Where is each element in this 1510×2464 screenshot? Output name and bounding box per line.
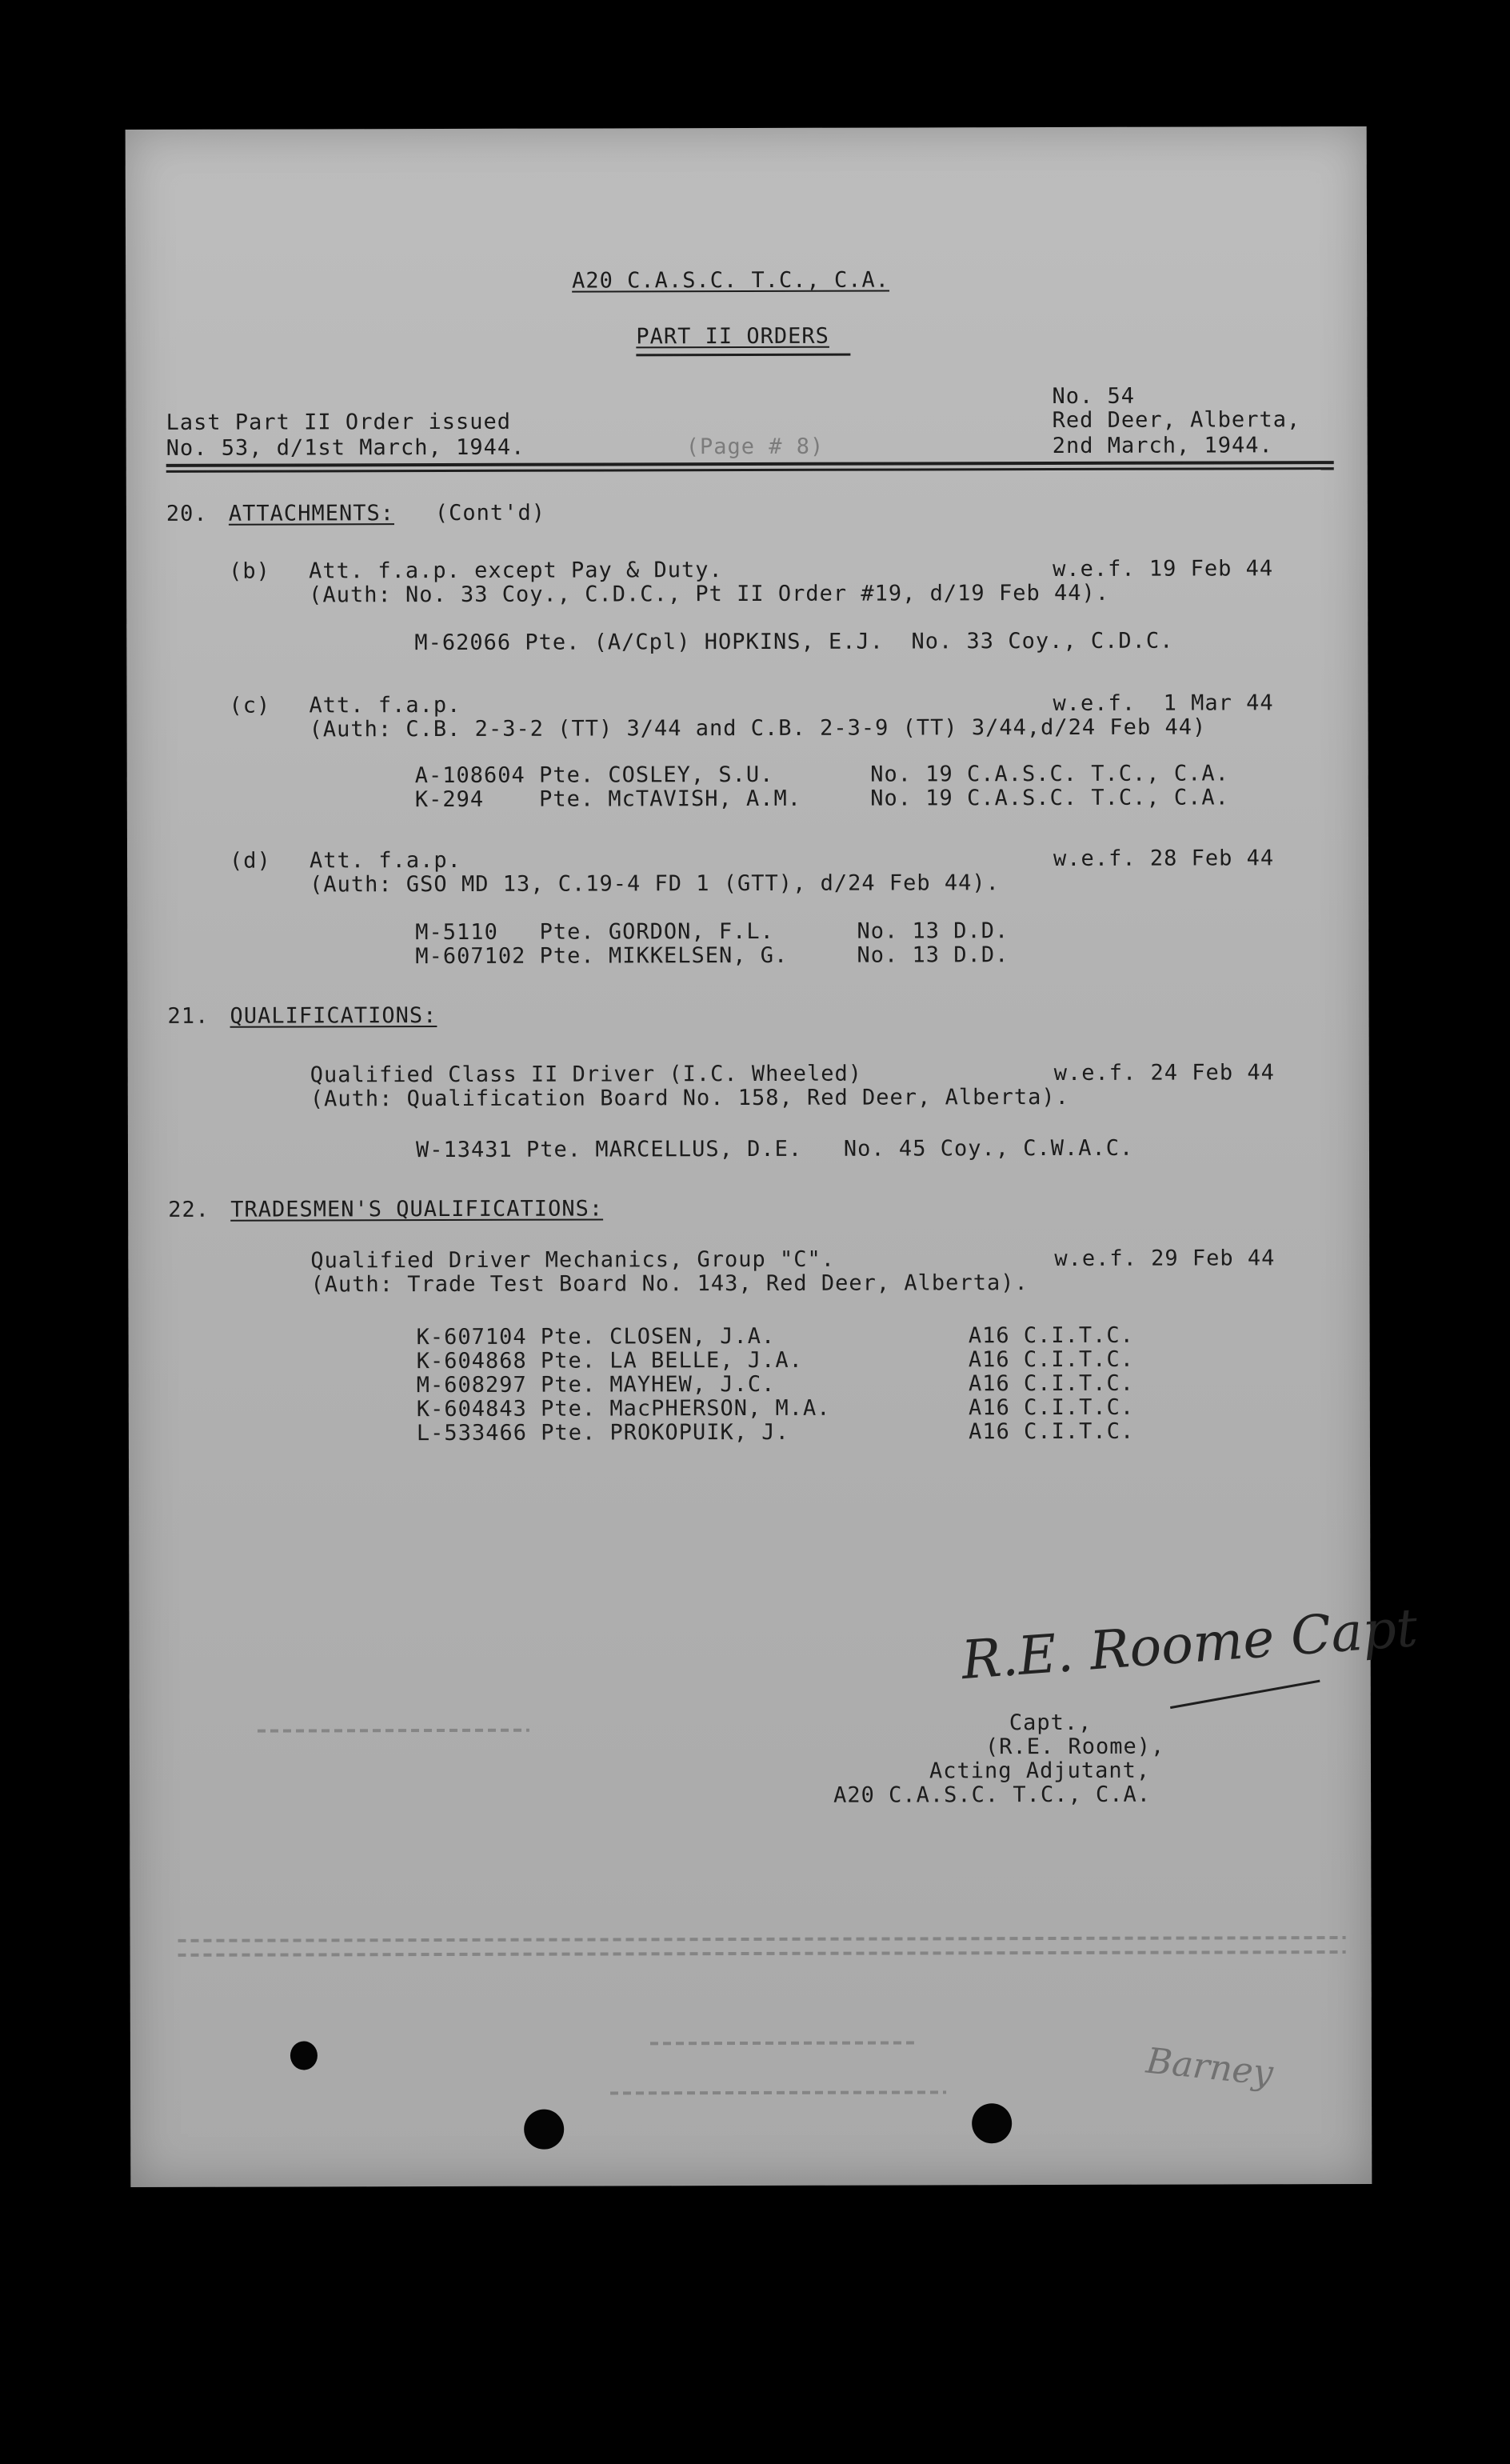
bleed-through-line xyxy=(178,1950,1346,1957)
personnel-row: M-62066 Pte. (A/Cpl) HOPKINS, E.J. No. 33 Coy., C.D.C. xyxy=(414,628,1174,656)
item-effective-date: w.e.f. 19 Feb 44 xyxy=(1053,556,1274,582)
header-rule-1 xyxy=(166,461,1334,467)
page-title: PART II ORDERS xyxy=(636,323,829,350)
signatory-unit: A20 C.A.S.C. T.C., C.A. xyxy=(833,1782,1152,1808)
section-heading: QUALIFICATIONS: xyxy=(230,1003,437,1029)
bleed-through-line xyxy=(650,2041,914,2045)
title-double-rule xyxy=(636,354,850,357)
handwritten-signature: R.E. Roome Capt xyxy=(959,1596,1420,1692)
document-page xyxy=(126,126,1420,2187)
last-order-label: Last Part II Order issued xyxy=(166,409,512,435)
unit-title: A20 C.A.S.C. T.C., C.A. xyxy=(572,267,890,294)
item-label: (c) xyxy=(229,693,271,718)
bleed-through-line xyxy=(610,2090,946,2094)
item-authority: (Auth: Qualification Board No. 158, Red Deer, Alberta). xyxy=(310,1084,1069,1112)
item-description: Att. f.a.p. xyxy=(309,692,461,718)
personnel-row: A-108604 Pte. COSLEY, S.U. No. 19 C.A.S.C. T.C., C.A. xyxy=(414,761,1229,789)
personnel-row: M-5110 Pte. GORDON, F.L. No. 13 D.D. xyxy=(415,918,1009,946)
bleed-through-line xyxy=(258,1729,529,1733)
signature-stroke xyxy=(1170,1680,1320,1709)
item-label: (b) xyxy=(229,558,270,584)
item-authority: (Auth: GSO MD 13, C.19-4 FD 1 (GTT), d/24 Feb 44). xyxy=(310,870,1000,898)
personnel-row: K-294 Pte. McTAVISH, A.M. No. 19 C.A.S.C. T.C., C.A. xyxy=(414,785,1229,813)
item-description: Att. f.a.p. xyxy=(309,847,461,874)
personnel-row: M-607102 Pte. MIKKELSEN, G. No. 13 D.D. xyxy=(415,942,1009,970)
signatory-role: Acting Adjutant, xyxy=(929,1758,1151,1784)
item-label: (d) xyxy=(229,848,271,874)
section-heading-suffix: (Cont'd) xyxy=(434,500,545,526)
order-number: No. 54 xyxy=(1052,383,1136,410)
punch-hole-left xyxy=(524,2110,564,2150)
punch-hole-right xyxy=(972,2103,1012,2143)
last-order-ref: No. 53, d/1st March, 1944. xyxy=(166,434,525,461)
item-description: Att. f.a.p. except Pay & Duty. xyxy=(309,558,723,584)
item-effective-date: w.e.f. 28 Feb 44 xyxy=(1053,846,1275,872)
bleed-through-line xyxy=(178,1936,1346,1942)
item-effective-date: w.e.f. 29 Feb 44 xyxy=(1054,1246,1276,1271)
margin-handwriting: Barney xyxy=(1144,2040,1276,2094)
header-rule-2 xyxy=(166,467,1334,473)
personnel-row: L-533466 Pte. PROKOPUIK, J. A16 C.I.T.C. xyxy=(416,1418,1135,1446)
item-authority: (Auth: Trade Test Board No. 143, Red Deer, Alberta). xyxy=(310,1270,1029,1298)
section-number: 22. xyxy=(168,1197,210,1222)
personnel-row: M-608297 Pte. MAYHEW, J.C. A16 C.I.T.C. xyxy=(416,1370,1135,1398)
item-authority: (Auth: No. 33 Coy., C.D.C., Pt II Order #19, d/19 Feb 44). xyxy=(309,580,1110,608)
item-authority: (Auth: C.B. 2-3-2 (TT) 3/44 and C.B. 2-3-9 (TT) 3/44,d/24 Feb 44) xyxy=(309,714,1207,742)
section-number: 21. xyxy=(167,1003,210,1029)
personnel-row: W-13431 Pte. MARCELLUS, D.E. No. 45 Coy., C.W.A.C. xyxy=(415,1135,1134,1163)
signatory-name: (R.E. Roome), xyxy=(985,1734,1165,1760)
item-effective-date: w.e.f. 24 Feb 44 xyxy=(1053,1060,1275,1086)
item-description: Qualified Class II Driver (I.C. Wheeled) xyxy=(310,1061,862,1088)
item-effective-date: w.e.f. 1 Mar 44 xyxy=(1053,690,1274,717)
item-description: Qualified Driver Mechanics, Group "C". xyxy=(310,1246,836,1274)
order-date: 2nd March, 1944. xyxy=(1052,433,1273,459)
personnel-row: K-607104 Pte. CLOSEN, J.A. A16 C.I.T.C. xyxy=(416,1322,1134,1350)
page-number: (Page # 8) xyxy=(685,434,825,460)
order-location: Red Deer, Alberta, xyxy=(1052,407,1301,434)
section-number: 20. xyxy=(166,501,208,526)
ink-blot xyxy=(290,2041,318,2070)
signatory-rank: Capt., xyxy=(1009,1710,1093,1736)
section-heading: TRADESMEN'S QUALIFICATIONS: xyxy=(230,1196,604,1222)
personnel-row: K-604843 Pte. MacPHERSON, M.A. A16 C.I.T.C. xyxy=(416,1394,1135,1422)
section-heading: ATTACHMENTS: xyxy=(228,501,395,526)
personnel-row: K-604868 Pte. LA BELLE, J.A. A16 C.I.T.C. xyxy=(416,1346,1134,1374)
